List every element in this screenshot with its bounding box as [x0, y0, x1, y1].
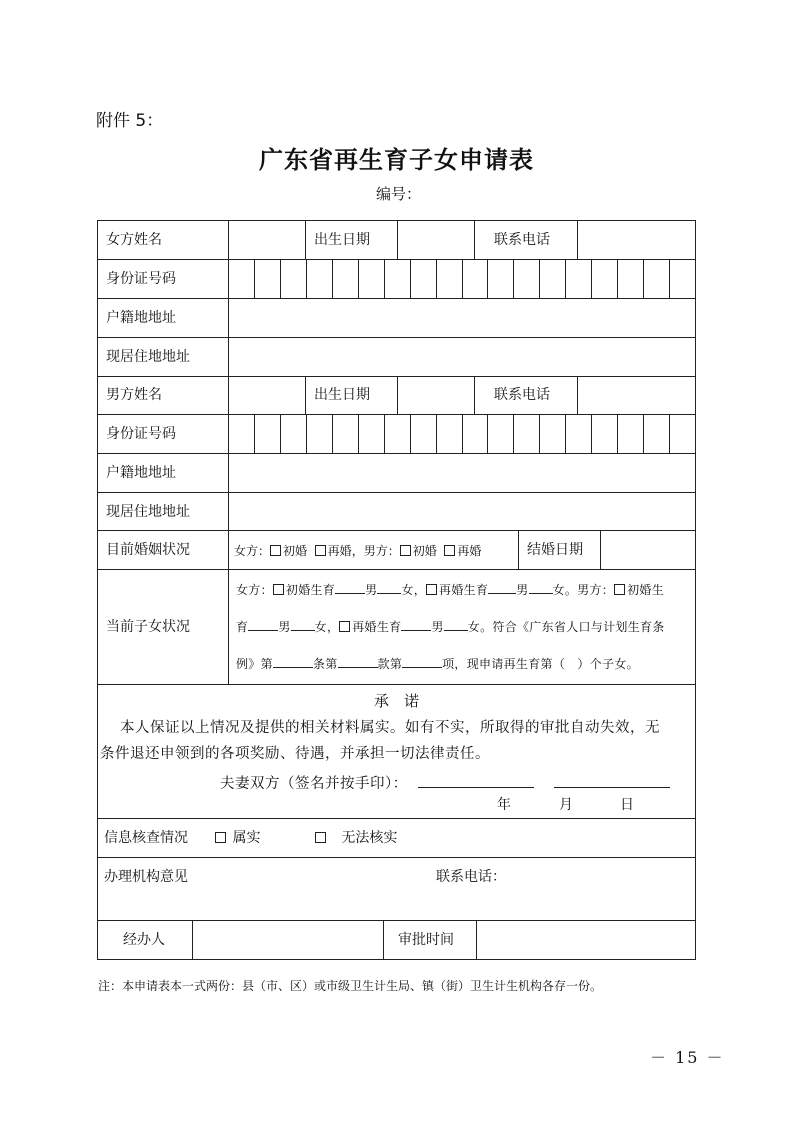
table-border-bottom: [97, 959, 696, 960]
male-prefix: ，男方：: [351, 544, 400, 558]
verification-label: 信息核查情况: [104, 830, 188, 846]
unverifiable-checkbox[interactable]: [315, 832, 326, 843]
id-digit-cell-divider: [487, 259, 488, 299]
male-name-label: 男方姓名: [106, 387, 162, 403]
first-marriage-text: 初婚: [412, 544, 437, 558]
id-digit-cell-divider: [384, 259, 385, 299]
id-digit-cell-divider: [539, 414, 540, 454]
female-hukou-label: 户籍地地址: [106, 310, 176, 326]
cell-divider: [305, 376, 306, 415]
agency-opinion-label: 办理机构意见: [104, 869, 188, 885]
male-first-birth-checkbox[interactable]: [614, 584, 625, 595]
id-digit-cell-divider: [410, 259, 411, 299]
blank-field[interactable]: [401, 618, 431, 631]
id-digit-cell-divider: [358, 414, 359, 454]
blank-field[interactable]: [488, 581, 516, 594]
footnote: 注：本申请表本一式两份：县（市、区）或市级卫生计生局、镇（街）卫生计生机构各存一份。: [98, 979, 603, 993]
male-residence-label: 现居住地地址: [106, 504, 190, 520]
id-digit-cell-divider: [669, 259, 670, 299]
marriage-date-label: 结婚日期: [527, 542, 583, 558]
row-divider: [97, 530, 696, 531]
id-digit-cell-divider: [306, 259, 307, 299]
signature-label: 夫妻双方（签名并按手印）：: [220, 776, 408, 792]
id-digit-cell-divider: [280, 414, 281, 454]
pledge-text-line-2: 条件退还申领到的各项奖励、待遇，并承担一切法律责任。: [100, 746, 490, 762]
id-digit-cell-divider: [643, 414, 644, 454]
male-hukou-label: 户籍地地址: [106, 465, 176, 481]
table-border-left: [97, 220, 98, 960]
remarriage-text: 再婚: [327, 544, 352, 558]
id-digit-cell-divider: [462, 259, 463, 299]
cell-divider: [383, 920, 384, 960]
id-digit-cell-divider: [591, 414, 592, 454]
id-digit-cell-divider: [358, 259, 359, 299]
id-digit-cell-divider: [254, 259, 255, 299]
male-first-marriage-checkbox[interactable]: [400, 545, 411, 556]
id-digit-cell-divider: [591, 259, 592, 299]
id-digit-cell-divider: [539, 259, 540, 299]
row-divider: [97, 492, 696, 493]
date-month-label: 月: [559, 797, 573, 813]
id-digit-cell-divider: [565, 414, 566, 454]
female-phone-label: 联系电话: [494, 232, 550, 248]
id-digit-cell-divider: [669, 414, 670, 454]
verification-option-true: 属实: [215, 829, 260, 847]
id-digit-cell-divider: [332, 414, 333, 454]
approval-time-label: 审批时间: [398, 932, 454, 948]
id-digit-cell-divider: [384, 414, 385, 454]
first-marriage-text: 初婚: [283, 544, 308, 558]
remarriage-text: 再婚: [457, 544, 482, 558]
female-name-label: 女方姓名: [106, 232, 162, 248]
female-first-marriage-checkbox[interactable]: [270, 545, 281, 556]
id-digit-cell-divider: [462, 414, 463, 454]
female-birth-date-label: 出生日期: [314, 232, 370, 248]
id-digit-cell-divider: [332, 259, 333, 299]
id-digit-cell-divider: [513, 259, 514, 299]
date-day-label: 日: [620, 797, 634, 813]
item-blank[interactable]: [402, 655, 442, 668]
row-divider: [97, 818, 696, 819]
male-phone-label: 联系电话: [494, 387, 550, 403]
row-divider: [97, 453, 696, 454]
cell-divider: [474, 376, 475, 415]
id-digit-cell-divider: [436, 414, 437, 454]
verification-option-unverifiable: 无法核实: [315, 829, 397, 847]
female-first-birth-checkbox[interactable]: [273, 584, 284, 595]
blank-field[interactable]: [529, 581, 553, 594]
marital-status-label: 目前婚姻状况: [106, 542, 190, 558]
female-id-label: 身份证号码: [106, 271, 176, 287]
id-digit-cell-divider: [643, 259, 644, 299]
children-status-line-1: 女方： 初婚生育 男 女， 再婚生育 男 女。男方： 初婚生: [236, 583, 664, 597]
page-number: － 15 －: [650, 1048, 725, 1067]
cell-divider: [577, 220, 578, 260]
pledge-text-line-1: 本人保证以上情况及提供的相关材料属实。如有不实，所取得的审批自动失效，无: [120, 720, 660, 736]
male-id-label: 身份证号码: [106, 426, 176, 442]
signature-line-1[interactable]: [418, 787, 534, 788]
attachment-label: 附件 5：: [96, 111, 164, 131]
id-digit-cell-divider: [280, 259, 281, 299]
cell-divider: [397, 376, 398, 415]
female-residence-label: 现居住地地址: [106, 349, 190, 365]
id-digit-cell-divider: [617, 259, 618, 299]
clause-blank[interactable]: [338, 655, 378, 668]
blank-field[interactable]: [377, 581, 401, 594]
cell-divider: [600, 530, 601, 570]
children-status-line-2: 育 男 女， 再婚生育 男 女。符合《广东省人口与计划生育条: [236, 620, 665, 634]
row-divider: [97, 920, 696, 921]
id-digit-cell-divider: [617, 414, 618, 454]
id-digit-cell-divider: [254, 414, 255, 454]
signature-line-2[interactable]: [554, 787, 670, 788]
serial-number-label: 编号：: [376, 185, 422, 203]
page-title: 广东省再生育子女申请表: [259, 145, 534, 174]
cell-divider: [305, 220, 306, 260]
male-remarriage-checkbox[interactable]: [444, 545, 455, 556]
blank-field[interactable]: [444, 618, 468, 631]
id-digit-cell-divider: [487, 414, 488, 454]
agency-phone-label: 联系电话：: [436, 869, 506, 885]
id-digit-cell-divider: [436, 259, 437, 299]
children-status-label: 当前子女状况: [106, 619, 190, 635]
article-blank[interactable]: [273, 655, 313, 668]
id-digit-cell-divider: [306, 414, 307, 454]
blank-field[interactable]: [248, 618, 278, 631]
date-year-label: 年: [497, 797, 511, 813]
table-border-right: [695, 220, 696, 960]
pledge-heading: 承 诺: [373, 692, 419, 710]
cell-divider: [518, 530, 519, 570]
cell-divider: [577, 376, 578, 415]
blank-field[interactable]: [291, 618, 315, 631]
row-divider: [97, 298, 696, 299]
cell-divider: [474, 220, 475, 260]
male-re-birth-checkbox[interactable]: [339, 621, 350, 632]
id-digit-cell-divider: [513, 414, 514, 454]
handler-label: 经办人: [123, 932, 165, 948]
verified-true-checkbox[interactable]: [215, 832, 226, 843]
row-divider: [97, 684, 696, 685]
label-column-divider: [228, 220, 229, 685]
blank-field[interactable]: [335, 581, 365, 594]
marital-status-options: [234, 542, 481, 560]
female-prefix: 女方：: [234, 544, 271, 558]
cell-divider: [476, 920, 477, 960]
female-remarriage-checkbox[interactable]: [315, 545, 326, 556]
male-birth-date-label: 出生日期: [314, 387, 370, 403]
row-divider: [97, 337, 696, 338]
row-divider: [97, 569, 696, 570]
children-status-line-3: 例》第 条第 款第 项，现申请再生育第（ ）个子女。: [236, 657, 639, 671]
cell-divider: [192, 920, 193, 960]
female-re-birth-checkbox[interactable]: [426, 584, 437, 595]
cell-divider: [397, 220, 398, 260]
id-digit-cell-divider: [410, 414, 411, 454]
id-digit-cell-divider: [565, 259, 566, 299]
row-divider: [97, 857, 696, 858]
